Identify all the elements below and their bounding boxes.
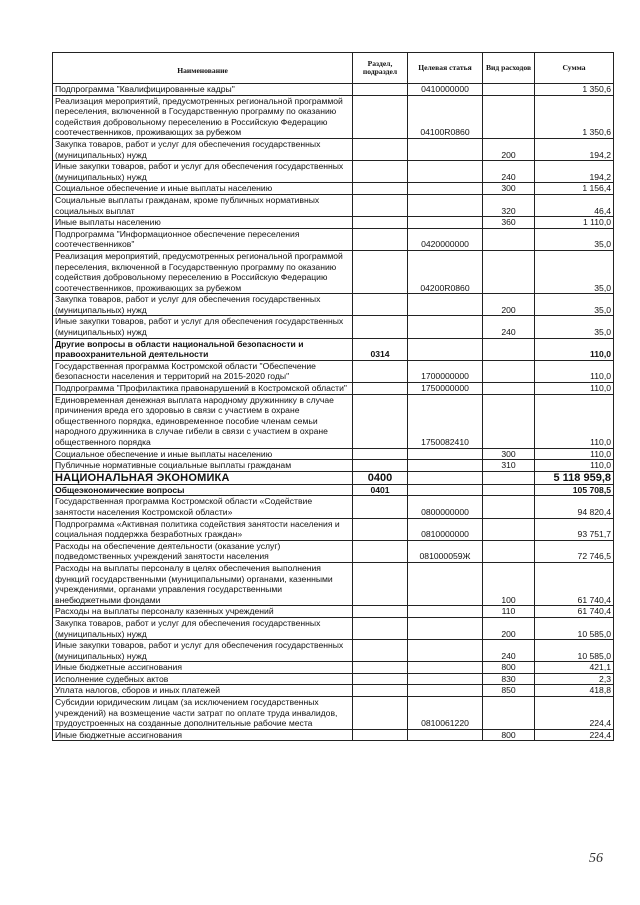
table-row [53,161,614,183]
cell-section [353,673,408,685]
cell-sum: 10 585,0 [535,617,614,639]
table-row [53,448,614,460]
table-row [53,84,614,96]
table-row [53,640,614,662]
cell-section [353,250,408,293]
cell-article [408,562,483,605]
table-row [53,460,614,472]
cell-expense: 320 [483,194,535,216]
cell-expense: 200 [483,294,535,316]
cell-expense: 830 [483,673,535,685]
cell-name: Расходы на обеспечение деятельности (оказание услуг) подведомственных учреждений занятости населения [53,540,353,562]
cell-expense: 200 [483,617,535,639]
cell-expense: 300 [483,448,535,460]
cell-sum: 110,0 [535,360,614,382]
cell-sum: 35,0 [535,294,614,316]
cell-expense: 240 [483,316,535,338]
cell-article: 0810000000 [408,518,483,540]
cell-name: Закупка товаров, работ и услуг для обеспечения государственных (муниципальных) нужд [53,138,353,160]
cell-article [408,640,483,662]
header-section: Раздел, подраздел [353,53,408,84]
table-row [53,697,614,730]
cell-article [408,617,483,639]
cell-section [353,662,408,674]
cell-expense: 850 [483,685,535,697]
cell-section [353,316,408,338]
cell-article: 0800000000 [408,496,483,518]
cell-name: Подпрограмма "Информационное обеспечение переселения соотечественников" [53,228,353,250]
cell-expense: 800 [483,662,535,674]
cell-article [408,484,483,496]
cell-section [353,394,408,448]
cell-article: 1750082410 [408,394,483,448]
table-row-subsection [53,484,614,496]
cell-name: Закупка товаров, работ и услуг для обеспечения государственных (муниципальных) нужд [53,617,353,639]
cell-sum: 61 740,4 [535,606,614,618]
table-row [53,662,614,674]
table-row [53,228,614,250]
cell-sum: 1 350,6 [535,84,614,96]
cell-sum: 1 156,4 [535,183,614,195]
cell-name: Общеэкономические вопросы [53,484,353,496]
table-row [53,617,614,639]
cell-name: Публичные нормативные социальные выплаты гражданам [53,460,353,472]
cell-sum: 94 820,4 [535,496,614,518]
cell-article [408,217,483,229]
cell-article [408,729,483,741]
cell-name: Государственная программа Костромской области "Обеспечение безопасности населения и территорий на 2015-2020 годы" [53,360,353,382]
cell-name: Иные бюджетные ассигнования [53,662,353,674]
cell-name: Иные закупки товаров, работ и услуг для обеспечения государственных (муниципальных) нужд [53,640,353,662]
header-article: Целевая статья [408,53,483,84]
cell-name: Иные выплаты населению [53,217,353,229]
table-row [53,562,614,605]
cell-expense: 300 [483,183,535,195]
cell-name: Закупка товаров, работ и услуг для обеспечения государственных (муниципальных) нужд [53,294,353,316]
cell-expense: 100 [483,562,535,605]
cell-name: Исполнение судебных актов [53,673,353,685]
cell-expense [483,496,535,518]
cell-article [408,138,483,160]
cell-name: Единовременная денежная выплата народному дружиннику в случае причинения вреда его здоровью в связи с участием в охране общественного порядка, единовременное пособие членам семьи народного дружинника в случае гибели в связи с участием в охране общественного порядка [53,394,353,448]
cell-sum: 224,4 [535,729,614,741]
cell-name: Иные бюджетные ассигнования [53,729,353,741]
cell-name: Иные закупки товаров, работ и услуг для обеспечения государственных (муниципальных) нужд [53,316,353,338]
cell-expense: 240 [483,640,535,662]
cell-article [408,338,483,360]
cell-article: 1700000000 [408,360,483,382]
cell-article [408,183,483,195]
cell-name: Социальные выплаты гражданам, кроме публичных нормативных социальных выплат [53,194,353,216]
table-row [53,383,614,395]
cell-sum: 110,0 [535,460,614,472]
budget-table-container [52,52,613,741]
cell-sum: 35,0 [535,228,614,250]
table-row [53,183,614,195]
cell-name: Расходы на выплаты персоналу в целях обеспечения выполнения функций государственными (муниципальными) органами, казенными учреждениями, органами управления государственными внебюджетными фондами [53,562,353,605]
cell-sum: 421,1 [535,662,614,674]
cell-name: Государственная программа Костромской области «Содействие занятости населения Костромской области» [53,496,353,518]
budget-table [52,52,614,741]
cell-article: 1750000000 [408,383,483,395]
cell-article [408,448,483,460]
cell-expense: 240 [483,161,535,183]
cell-expense [483,250,535,293]
cell-section: 0400 [353,471,408,484]
cell-expense: 800 [483,729,535,741]
cell-section [353,460,408,472]
cell-section [353,562,408,605]
table-row [53,518,614,540]
cell-expense: 200 [483,138,535,160]
table-row [53,729,614,741]
table-row [53,138,614,160]
table-row-subsection [53,338,614,360]
table-row [53,194,614,216]
cell-section [353,183,408,195]
cell-sum: 61 740,4 [535,562,614,605]
table-header-row [53,53,614,84]
cell-expense [483,95,535,138]
cell-sum: 1 110,0 [535,217,614,229]
cell-sum: 110,0 [535,448,614,460]
cell-sum: 35,0 [535,250,614,293]
cell-expense: 310 [483,460,535,472]
cell-sum: 2,3 [535,673,614,685]
cell-section [353,606,408,618]
table-row [53,95,614,138]
cell-expense [483,697,535,730]
cell-name: Иные закупки товаров, работ и услуг для обеспечения государственных (муниципальных) нужд [53,161,353,183]
cell-sum: 93 751,7 [535,518,614,540]
table-row [53,360,614,382]
cell-article [408,662,483,674]
cell-expense [483,84,535,96]
cell-expense: 110 [483,606,535,618]
cell-sum: 194,2 [535,161,614,183]
table-row [53,540,614,562]
cell-sum: 1 350,6 [535,95,614,138]
cell-sum: 35,0 [535,316,614,338]
table-row [53,685,614,697]
table-row-section [53,471,614,484]
cell-section [353,496,408,518]
cell-article: 0420000000 [408,228,483,250]
cell-name: Подпрограмма «Активная политика содействия занятости населения и социальная поддержка безработных граждан» [53,518,353,540]
table-row [53,316,614,338]
cell-section [353,640,408,662]
cell-sum: 72 746,5 [535,540,614,562]
cell-expense: 360 [483,217,535,229]
cell-sum: 110,0 [535,383,614,395]
cell-sum: 224,4 [535,697,614,730]
table-row [53,496,614,518]
cell-section [353,217,408,229]
cell-article [408,161,483,183]
cell-article [408,460,483,472]
cell-article [408,606,483,618]
cell-sum: 194,2 [535,138,614,160]
cell-name: Подпрограмма "Квалифицированные кадры" [53,84,353,96]
cell-article: 0410000000 [408,84,483,96]
header-sum: Сумма [535,53,614,84]
cell-sum: 10 585,0 [535,640,614,662]
header-name: Наименование [53,53,353,84]
table-row [53,217,614,229]
cell-expense [483,471,535,484]
cell-name: Субсидии юридическим лицам (за исключением государственных учреждений) на возмещение части затрат по оплате труда инвалидов, трудоустроенных на созданные дополнительные рабочие места [53,697,353,730]
cell-sum: 105 708,5 [535,484,614,496]
cell-sum: 5 118 959,8 [535,471,614,484]
cell-name: НАЦИОНАЛЬНАЯ ЭКОНОМИКА [53,471,353,484]
cell-name: Реализация мероприятий, предусмотренных региональной программой переселения, включенной в Государственную программу по оказанию содействия добровольному переселению в Российскую Федерацию соотечественников, проживающих за рубежом [53,95,353,138]
cell-name: Другие вопросы в области национальной безопасности и правоохранительной деятельности [53,338,353,360]
cell-section [353,617,408,639]
table-row [53,294,614,316]
cell-section [353,685,408,697]
cell-article [408,673,483,685]
table-row [53,394,614,448]
cell-section [353,540,408,562]
cell-section [353,194,408,216]
cell-sum: 418,8 [535,685,614,697]
cell-expense [483,360,535,382]
cell-name: Социальное обеспечение и иные выплаты населению [53,448,353,460]
cell-name: Уплата налогов, сборов и иных платежей [53,685,353,697]
header-expense-type: Вид расходов [483,53,535,84]
table-row [53,250,614,293]
cell-expense [483,540,535,562]
table-row [53,673,614,685]
cell-section [353,729,408,741]
cell-section: 0401 [353,484,408,496]
cell-name: Реализация мероприятий, предусмотренных региональной программой переселения, включенной в Государственную программу по оказанию содействия добровольному переселению в Российскую Федерацию соотечественников, проживающих за рубежом [53,250,353,293]
cell-section [353,360,408,382]
cell-expense [483,338,535,360]
cell-expense [483,518,535,540]
cell-article: 0810061220 [408,697,483,730]
cell-article: 081000059Ж [408,540,483,562]
cell-expense [483,383,535,395]
cell-section [353,84,408,96]
cell-article: 04200R0860 [408,250,483,293]
cell-section [353,138,408,160]
cell-article [408,294,483,316]
cell-section [353,448,408,460]
cell-name: Подпрограмма "Профилактика правонарушений в Костромской области" [53,383,353,395]
cell-sum: 46,4 [535,194,614,216]
cell-article [408,471,483,484]
cell-article [408,685,483,697]
table-row [53,606,614,618]
cell-section [353,518,408,540]
cell-article [408,316,483,338]
cell-expense [483,394,535,448]
cell-sum: 110,0 [535,338,614,360]
cell-section [353,95,408,138]
cell-sum: 110,0 [535,394,614,448]
cell-section [353,161,408,183]
cell-section [353,228,408,250]
cell-expense [483,228,535,250]
page-number: 56 [589,851,603,866]
cell-article: 04100R0860 [408,95,483,138]
cell-name: Расходы на выплаты персоналу казенных учреждений [53,606,353,618]
cell-section: 0314 [353,338,408,360]
cell-section [353,697,408,730]
cell-article [408,194,483,216]
cell-expense [483,484,535,496]
cell-section [353,383,408,395]
cell-section [353,294,408,316]
cell-name: Социальное обеспечение и иные выплаты населению [53,183,353,195]
